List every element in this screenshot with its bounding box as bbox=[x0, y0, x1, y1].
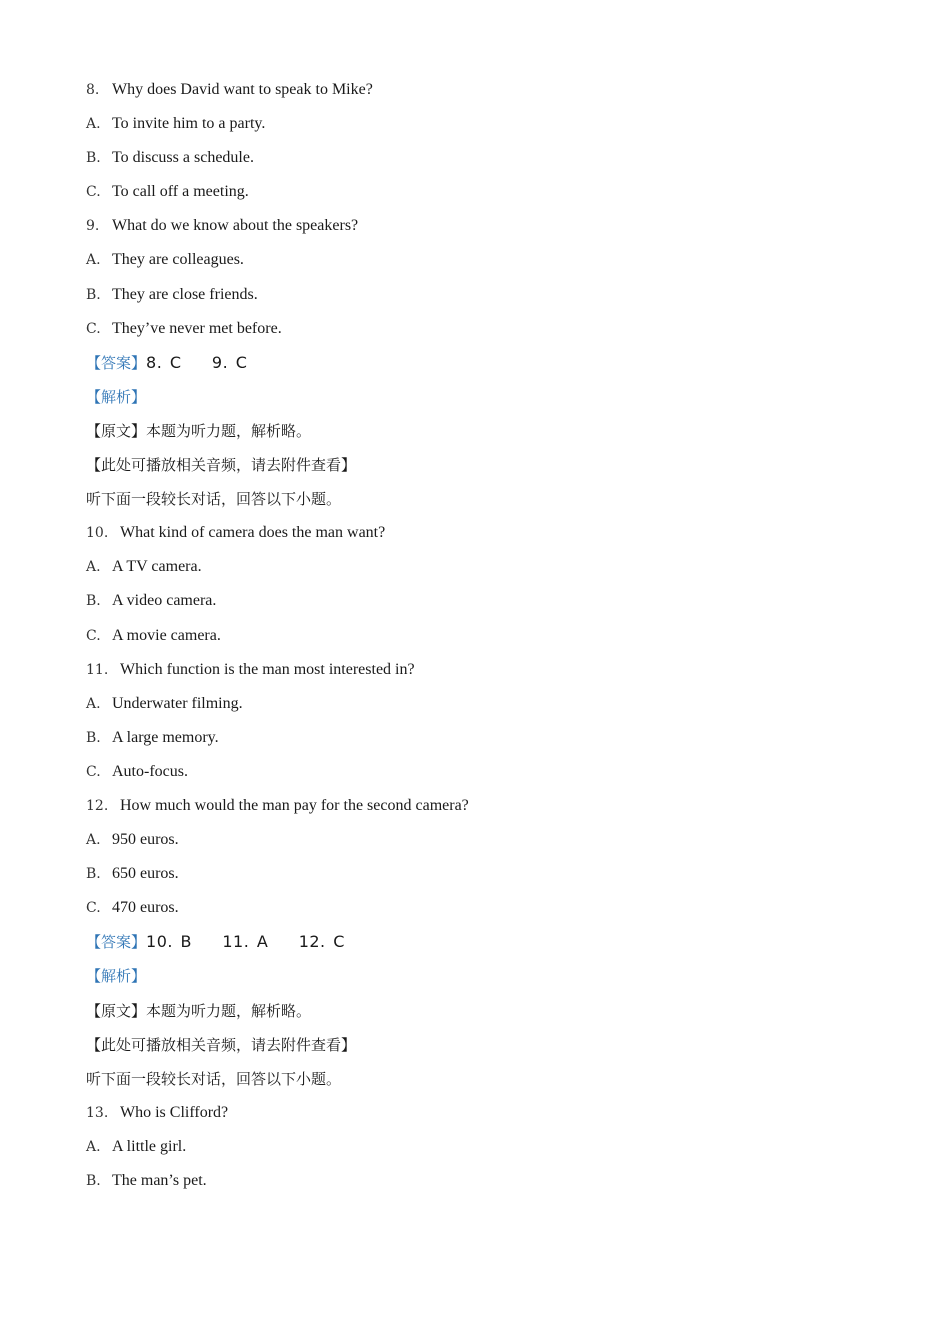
answer-text: 8. C 9. C bbox=[146, 352, 248, 372]
option-text: A large memory. bbox=[112, 728, 219, 746]
option-label: C. bbox=[86, 184, 101, 201]
option-label: C. bbox=[86, 900, 101, 917]
option-8b bbox=[86, 145, 866, 179]
question-11 bbox=[86, 657, 866, 691]
option-10a bbox=[86, 554, 866, 588]
option-label: A. bbox=[86, 559, 101, 576]
option-12a bbox=[86, 827, 866, 861]
option-text: They are close friends. bbox=[112, 285, 258, 303]
question-number: 10. bbox=[86, 525, 109, 542]
option-text: Underwater filming. bbox=[112, 694, 243, 712]
option-label: B. bbox=[86, 866, 101, 883]
option-text: A TV camera. bbox=[112, 558, 202, 576]
option-11b bbox=[86, 725, 866, 759]
option-text: A video camera. bbox=[112, 592, 217, 610]
answer-line-2 bbox=[86, 929, 866, 963]
option-label: B. bbox=[86, 593, 101, 610]
option-8c bbox=[86, 179, 866, 213]
option-11a bbox=[86, 691, 866, 725]
option-text: Auto-focus. bbox=[112, 762, 188, 780]
question-number: 13. bbox=[86, 1104, 109, 1121]
question-number: 9. bbox=[86, 218, 100, 235]
question-text: Who is Clifford? bbox=[120, 1103, 229, 1121]
answer-line-1 bbox=[86, 350, 866, 384]
option-text: To call off a meeting. bbox=[112, 183, 249, 201]
question-text: Which function is the man most interested in? bbox=[120, 660, 415, 678]
analysis-tag: 【解析】 bbox=[86, 387, 147, 406]
option-text: A little girl. bbox=[112, 1137, 187, 1155]
original-text-1: 【原文】本题为听力题，解析略。 bbox=[86, 421, 312, 440]
audio-note-2: 【此处可播放相关音频，请去附件查看】 bbox=[86, 1035, 357, 1054]
question-text: What kind of camera does the man want? bbox=[120, 524, 386, 542]
option-label: C. bbox=[86, 320, 101, 337]
question-text: Why does David want to speak to Mike? bbox=[112, 81, 373, 98]
analysis-tag: 【解析】 bbox=[86, 967, 147, 986]
question-12 bbox=[86, 793, 866, 827]
audio-note-1: 【此处可播放相关音频，请去附件查看】 bbox=[86, 456, 357, 475]
option-text: 470 euros. bbox=[112, 899, 179, 917]
option-label: B. bbox=[86, 1173, 101, 1189]
question-text: How much would the man pay for the second camera? bbox=[120, 796, 469, 814]
analysis-tag-2 bbox=[86, 963, 866, 997]
option-text: The man’s pet. bbox=[112, 1172, 207, 1189]
option-text: To invite him to a party. bbox=[112, 115, 266, 133]
question-13 bbox=[86, 1100, 866, 1134]
option-text: 650 euros. bbox=[112, 865, 179, 883]
option-9b bbox=[86, 282, 866, 316]
option-label: C. bbox=[86, 763, 101, 780]
question-9 bbox=[86, 213, 866, 247]
answer-tag: 【答案】 bbox=[86, 353, 147, 372]
option-13a bbox=[86, 1134, 866, 1168]
option-10c bbox=[86, 623, 866, 657]
option-label: C. bbox=[86, 627, 101, 644]
question-10 bbox=[86, 520, 866, 554]
question-number: 8. bbox=[86, 82, 100, 98]
option-label: A. bbox=[86, 116, 101, 133]
option-label: B. bbox=[86, 286, 101, 303]
question-number: 11. bbox=[86, 661, 109, 678]
option-label: B. bbox=[86, 150, 101, 167]
option-text: To discuss a schedule. bbox=[112, 149, 254, 167]
option-9c bbox=[86, 316, 866, 350]
option-12c bbox=[86, 895, 866, 929]
analysis-tag-1 bbox=[86, 384, 866, 418]
question-number: 12. bbox=[86, 797, 109, 814]
option-text: They are colleagues. bbox=[112, 251, 244, 269]
instruction-2: 听下面一段较长对话，回答以下小题。 bbox=[86, 1069, 342, 1088]
option-10b bbox=[86, 588, 866, 622]
original-text-2: 【原文】本题为听力题，解析略。 bbox=[86, 1001, 312, 1020]
option-label: A. bbox=[86, 252, 101, 269]
option-label: A. bbox=[86, 695, 101, 712]
option-label: B. bbox=[86, 729, 101, 746]
option-12b bbox=[86, 861, 866, 895]
question-text: What do we know about the speakers? bbox=[112, 217, 359, 235]
option-9a bbox=[86, 247, 866, 281]
option-13b bbox=[86, 1168, 866, 1202]
answer-tag: 【答案】 bbox=[86, 933, 147, 952]
option-label: A. bbox=[86, 1138, 101, 1155]
question-8 bbox=[86, 77, 866, 111]
option-text: They’ve never met before. bbox=[112, 319, 282, 337]
option-text: 950 euros. bbox=[112, 831, 179, 849]
answer-text: 10. B 11. A 12. C bbox=[146, 932, 345, 952]
instruction-1: 听下面一段较长对话，回答以下小题。 bbox=[86, 490, 342, 509]
option-label: A. bbox=[86, 832, 101, 849]
option-11c bbox=[86, 759, 866, 793]
option-text: A movie camera. bbox=[112, 626, 221, 644]
document-page bbox=[86, 77, 866, 1202]
option-8a bbox=[86, 111, 866, 145]
